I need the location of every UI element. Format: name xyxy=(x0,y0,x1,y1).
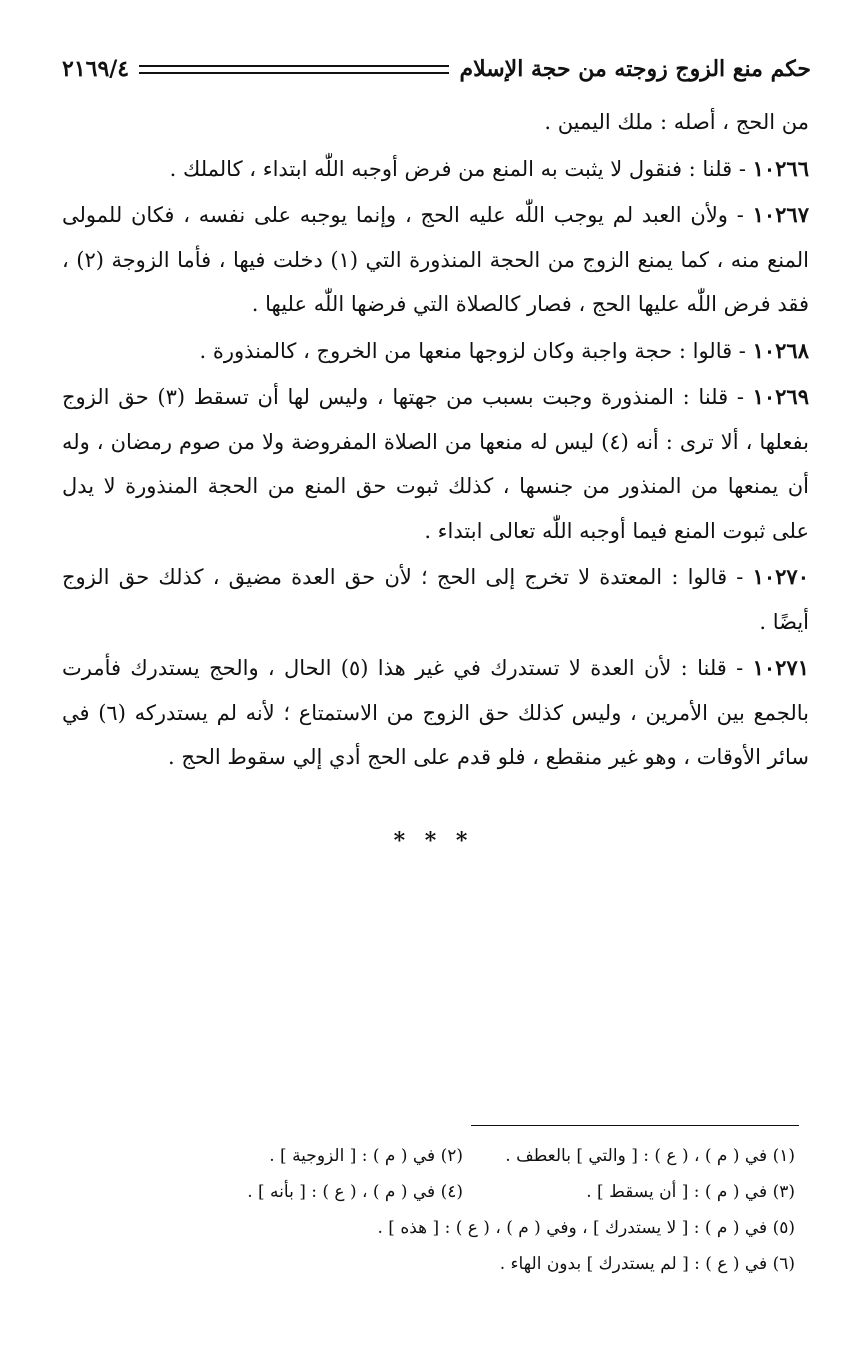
paragraph-number: ١٠٢٧٠ xyxy=(752,564,809,589)
paragraph-number: ١٠٢٦٨ xyxy=(752,337,809,363)
body-text xyxy=(62,100,809,782)
paragraph-text: - قالوا : المعتدة لا تخرج إلى الحج ؛ لأن حق العدة مضيق ، كذلك حق الزوج أيضًا . xyxy=(62,565,809,634)
footnote-row xyxy=(120,1210,795,1246)
paragraph-text: - قلنا : المنذورة وجبت بسبب من جهتها ، وليس لها أن تسقط (٣) حق الزوج بفعلها ، ألا ترى : أنه (٤) ليس له منعها من الصلاة المفروضة ولا من صوم رمضان ، وله أن يمنعها من المنذور من جنسها ، كذلك ثبوت حق المنع من الحجة المنذورة لا يدل على ثبوت المنع فيما أوجبه اللّٰه تعالى ابتداء . xyxy=(62,385,809,543)
header-rule xyxy=(139,65,449,74)
footnote: (٣) في ( م ) : [ أن يسقط ] . xyxy=(586,1182,795,1202)
footnote: (١) في ( م ) ، ( ع ) : [ والتي ] بالعطف . xyxy=(505,1146,795,1166)
paragraph-number: ١٠٢٦٧ xyxy=(752,202,809,227)
paragraph xyxy=(62,646,809,780)
header-title: حكم منع الزوج زوجته من حجة الإسلام xyxy=(459,56,811,82)
paragraph-number: ١٠٢٧١ xyxy=(752,655,809,680)
paragraph-number: ١٠٢٦٦ xyxy=(752,155,809,181)
footnote: (٦) في ( ع ) : [ لم يستدرك ] بدون الهاء . xyxy=(499,1254,795,1274)
paragraph xyxy=(62,100,809,145)
paragraph-text: من الحج ، أصله : ملك اليمين . xyxy=(544,110,809,134)
section-separator: * * * xyxy=(393,828,474,854)
paragraph xyxy=(62,147,809,192)
footnote-row xyxy=(120,1174,795,1210)
paragraph xyxy=(62,193,809,327)
paragraph xyxy=(62,555,809,644)
paragraph-number: ١٠٢٦٩ xyxy=(752,384,809,409)
paragraph xyxy=(62,329,809,374)
footnote: (٥) في ( م ) : [ لا يستدرك ] ، وفي ( م ) ، ( ع ) : [ هذه ] . xyxy=(377,1218,795,1238)
footnote-rule xyxy=(471,1125,799,1126)
footnote-row xyxy=(120,1138,795,1174)
page-number: ٢١٦٩/٤ xyxy=(62,56,130,82)
footnote: (٢) في ( م ) : [ الزوجية ] . xyxy=(269,1146,463,1166)
paragraph-text: - قلنا : لأن العدة لا تستدرك في غير هذا (٥) الحال ، والحج يستدرك فأمرت بالجمع بين الأمرين ، وليس كذلك حق الزوج من الاستمتاع ؛ لأنه لم يستدركه (٦) في سائر الأوقات ، وهو غير منقطع ، فلو قدم على الحج أدي إلي سقوط الحج . xyxy=(62,656,809,769)
footnotes xyxy=(120,1138,795,1282)
paragraph-text: - قلنا : فنقول لا يثبت به المنع من فرض أوجبه اللّٰه ابتداء ، كالملك . xyxy=(169,156,753,181)
footnote-row xyxy=(120,1246,795,1282)
running-header xyxy=(62,50,811,88)
paragraph xyxy=(62,375,809,553)
paragraph-text: - ولأن العبد لم يوجب اللّٰه عليه الحج ، وإنما يوجبه على نفسه ، فكان للمولى المنع منه ، كما يمنع الزوج من الحجة المنذورة التي (١) دخلت فيها ، فأما الزوجة (٢) ، فقد فرض اللّٰه عليها الحج ، فصار كالصلاة التي فرضها اللّٰه عليها . xyxy=(62,203,809,316)
paragraph-text: - قالوا : حجة واجبة وكان لزوجها منعها من الخروج ، كالمنذورة . xyxy=(199,338,753,363)
footnote: (٤) في ( م ) ، ( ع ) : [ بأنه ] . xyxy=(247,1182,463,1202)
